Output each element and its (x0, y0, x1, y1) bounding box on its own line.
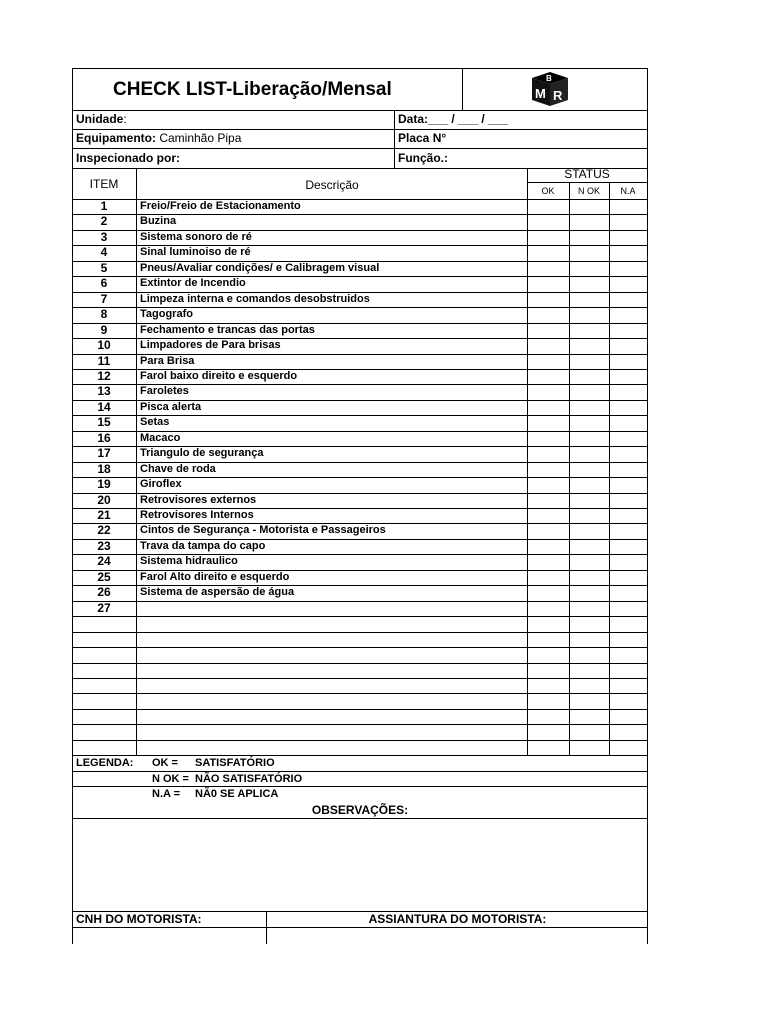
status-cell-nok[interactable] (570, 293, 609, 306)
table-row (72, 276, 648, 291)
status-cell-nok[interactable] (570, 447, 609, 460)
item-description: Trava da tampa do capo (140, 539, 266, 552)
nok-col-line (569, 182, 570, 755)
status-cell-ok[interactable] (528, 370, 569, 383)
table-row (72, 307, 648, 322)
item-description: Faroletes (140, 385, 189, 398)
legend-desc-nok: NÃO SATISFATÓRIO (195, 773, 303, 785)
item-number: 1 (100, 199, 108, 213)
table-row (72, 354, 648, 369)
status-cell-nok[interactable] (570, 741, 609, 754)
status-cell-ok[interactable] (528, 617, 569, 630)
status-cell-ok[interactable] (528, 432, 569, 445)
unidade-label: Unidade (76, 112, 124, 126)
table-row (72, 693, 648, 708)
status-cell-na[interactable] (610, 524, 647, 537)
status-cell-na[interactable] (610, 200, 647, 213)
status-cell-nok[interactable] (570, 339, 609, 352)
status-cell-nok[interactable] (570, 231, 609, 244)
table-row (72, 245, 648, 260)
data-field[interactable]: Data:___ / ___ / ___ (398, 112, 509, 126)
legend-code-ok: OK = (152, 757, 178, 769)
table-row (72, 477, 648, 492)
status-cell-na[interactable] (610, 463, 647, 476)
rule (72, 110, 648, 111)
status-cell-ok[interactable] (528, 447, 569, 460)
item-number: 20 (97, 492, 111, 507)
item-number: 6 (100, 276, 108, 291)
item-description: Setas (140, 416, 170, 429)
status-cell-ok[interactable] (528, 725, 569, 738)
assinatura-label: ASSIANTURA DO MOTORISTA: (368, 912, 547, 926)
item-number: 25 (97, 569, 111, 584)
cnh-field[interactable] (73, 928, 265, 943)
item-description: Farol Alto direito e esquerdo (140, 570, 290, 583)
status-cell-ok[interactable] (528, 246, 569, 259)
status-cell-ok[interactable] (528, 509, 569, 522)
table-row (72, 462, 648, 477)
svg-text:M: M (535, 86, 546, 101)
table-row (72, 415, 648, 430)
status-cell-na[interactable] (610, 741, 647, 754)
status-cell-ok[interactable] (528, 679, 569, 692)
status-cell-ok[interactable] (528, 293, 569, 306)
status-cell-na[interactable] (610, 447, 647, 460)
status-cell-ok[interactable] (528, 308, 569, 321)
status-cell-ok[interactable] (528, 555, 569, 568)
item-number: 8 (100, 307, 108, 322)
status-cell-na[interactable] (610, 231, 647, 244)
status-cell-nok[interactable] (570, 246, 609, 259)
status-cell-nok[interactable] (570, 385, 609, 398)
table-row (72, 616, 648, 631)
status-cell-ok[interactable] (528, 524, 569, 537)
item-number: 22 (97, 523, 111, 538)
item-description: Extintor de Incendio (140, 277, 246, 290)
status-cell-nok[interactable] (570, 277, 609, 290)
status-cell-ok[interactable] (528, 231, 569, 244)
item-description: Triangulo de segurança (140, 447, 264, 460)
status-cell-ok[interactable] (528, 586, 569, 599)
status-cell-nok[interactable] (570, 694, 609, 707)
table-row (72, 678, 648, 693)
status-cell-na[interactable] (610, 432, 647, 445)
status-col-nok: N OK (577, 186, 600, 196)
descricao-header: Descrição (305, 178, 359, 192)
unidade-field (76, 113, 127, 125)
equipamento-value[interactable]: Caminhão Pipa (156, 131, 242, 145)
item-description: Retrovisores externos (140, 493, 257, 506)
item-description: Sinal luminoiso de ré (140, 246, 251, 259)
status-cell-ok[interactable] (528, 664, 569, 677)
legend-desc-na: NÃ0 SE APLICA (195, 788, 279, 800)
status-cell-ok[interactable] (528, 633, 569, 646)
table-row (72, 709, 648, 724)
item-number: 2 (100, 214, 108, 229)
status-cell-na[interactable] (610, 555, 647, 568)
rule (72, 129, 648, 130)
table-row (72, 493, 648, 508)
legend-label: LEGENDA: (76, 757, 134, 769)
status-cell-nok[interactable] (570, 200, 609, 213)
item-description: Limpeza interna e comandos desobstruidos (140, 292, 370, 305)
status-cell-nok[interactable] (570, 524, 609, 537)
status-cell-na[interactable] (610, 679, 647, 692)
status-cell-ok[interactable] (528, 200, 569, 213)
item-number: 21 (97, 508, 111, 522)
status-cell-nok[interactable] (570, 262, 609, 275)
status-cell-ok[interactable] (528, 602, 569, 615)
status-cell-ok[interactable] (528, 262, 569, 275)
status-cell-nok[interactable] (570, 494, 609, 507)
item-description: Retrovisores Internos (140, 509, 254, 521)
item-description: Cintos de Segurança - Motorista e Passageiros (140, 524, 386, 537)
item-number: 26 (97, 585, 111, 600)
status-cell-nok[interactable] (570, 679, 609, 692)
item-description: Para Brisa (140, 354, 195, 367)
item-number: 18 (97, 461, 111, 476)
svg-text:B: B (546, 74, 552, 83)
item-number: 14 (97, 399, 111, 414)
status-cell-na[interactable] (610, 694, 647, 707)
status-cell-na[interactable] (610, 277, 647, 290)
item-description: Freio/Freio de Estacionamento (140, 200, 301, 212)
observacoes-area[interactable] (73, 819, 647, 910)
rule (72, 148, 648, 149)
table-row (72, 261, 648, 276)
status-cell-ok[interactable] (528, 385, 569, 398)
status-cell-ok[interactable] (528, 648, 569, 661)
status-cell-nok[interactable] (570, 215, 609, 228)
table-row (72, 601, 648, 616)
status-cell-na[interactable] (610, 494, 647, 507)
unidade-sep: : (123, 112, 127, 126)
status-cell-na[interactable] (610, 586, 647, 599)
status-cell-na[interactable] (610, 339, 647, 352)
item-number: 9 (100, 322, 108, 337)
status-cell-nok[interactable] (570, 478, 609, 491)
status-cell-na[interactable] (610, 664, 647, 677)
table-row (72, 740, 648, 755)
checklist-sheet (72, 68, 648, 944)
table-row (72, 508, 648, 523)
item-description: Fechamento e trancas das portas (140, 323, 315, 336)
status-cell-nok[interactable] (570, 648, 609, 661)
item-number: 23 (97, 538, 111, 553)
status-cell-nok[interactable] (570, 355, 609, 368)
status-cell-ok[interactable] (528, 416, 569, 429)
item-description: Pneus/Avaliar condições/ e Calibragem visual (140, 261, 380, 274)
status-cell-na[interactable] (610, 385, 647, 398)
table-row (72, 539, 648, 554)
cnh-label: CNH DO MOTORISTA: (76, 912, 202, 926)
status-cell-na[interactable] (610, 633, 647, 646)
status-cell-ok[interactable] (528, 710, 569, 723)
status-cell-na[interactable] (610, 308, 647, 321)
status-cell-nok[interactable] (570, 401, 609, 414)
status-cell-ok[interactable] (528, 355, 569, 368)
status-cell-nok[interactable] (570, 432, 609, 445)
item-number: 17 (97, 446, 111, 461)
page-title: CHECK LIST-Liberação/Mensal (113, 79, 392, 100)
item-number: 24 (97, 554, 111, 569)
status-cell-ok[interactable] (528, 494, 569, 507)
item-description: Sistema sonoro de ré (140, 230, 252, 243)
table-row (72, 369, 648, 384)
status-cell-nok[interactable] (570, 710, 609, 723)
status-cell-nok[interactable] (570, 416, 609, 429)
item-number: 16 (97, 430, 111, 445)
assinatura-field[interactable] (267, 928, 646, 943)
status-col-line (527, 168, 528, 755)
status-cell-na[interactable] (610, 215, 647, 228)
rule (72, 786, 648, 787)
status-cell-na[interactable] (610, 617, 647, 630)
table-row (72, 323, 648, 338)
item-description: Limpadores de Para brisas (140, 339, 281, 351)
status-cell-nok[interactable] (570, 540, 609, 553)
status-cell-na[interactable] (610, 293, 647, 306)
item-number: 5 (100, 260, 108, 275)
table-row (72, 523, 648, 538)
status-cell-na[interactable] (610, 710, 647, 723)
status-cell-na[interactable] (610, 416, 647, 429)
legend-desc-ok: SATISFATÓRIO (195, 757, 275, 769)
item-number: 12 (97, 368, 111, 383)
status-cell-ok[interactable] (528, 463, 569, 476)
status-cell-nok[interactable] (570, 633, 609, 646)
status-cell-nok[interactable] (570, 463, 609, 476)
status-cell-nok[interactable] (570, 555, 609, 568)
status-cell-na[interactable] (610, 602, 647, 615)
status-cell-na[interactable] (610, 370, 647, 383)
table-row (72, 230, 648, 245)
inspecionado-field[interactable]: Inspecionado por: (76, 151, 181, 165)
item-number: 19 (97, 477, 111, 492)
status-cell-na[interactable] (610, 355, 647, 368)
legend-code-na: N.A = (152, 788, 181, 800)
status-cell-nok[interactable] (570, 664, 609, 677)
status-cell-na[interactable] (610, 401, 647, 414)
item-description: Sistema de aspersão de água (140, 586, 295, 599)
na-col-line (609, 182, 610, 755)
table-row (72, 292, 648, 307)
status-cell-na[interactable] (610, 246, 647, 259)
item-number: 13 (97, 384, 111, 399)
status-cell-nok[interactable] (570, 602, 609, 615)
status-cell-na[interactable] (610, 324, 647, 337)
status-cell-ok[interactable] (528, 215, 569, 228)
table-row (72, 384, 648, 399)
status-cell-nok[interactable] (570, 571, 609, 584)
table-row (72, 724, 648, 739)
title-divider (462, 68, 463, 110)
item-number: 27 (97, 600, 111, 615)
item-number: 4 (100, 245, 108, 260)
equipamento-label: Equipamento: (76, 131, 156, 145)
equipamento-field (76, 132, 241, 144)
table-row (72, 199, 648, 214)
status-cell-na[interactable] (610, 648, 647, 661)
legend-code-nok: N OK = (152, 773, 189, 785)
status-cell-na[interactable] (610, 540, 647, 553)
status-cell-ok[interactable] (528, 694, 569, 707)
status-cell-ok[interactable] (528, 741, 569, 754)
item-description: Chave de roda (140, 462, 216, 475)
status-cell-ok[interactable] (528, 324, 569, 337)
table-row (72, 554, 648, 569)
item-description: Giroflex (140, 478, 182, 491)
table-row (72, 585, 648, 600)
item-description: Sistema hidraulico (140, 555, 238, 568)
item-description: Tagografo (140, 308, 193, 321)
status-cell-na[interactable] (610, 571, 647, 584)
table-row (72, 663, 648, 678)
table-row (72, 214, 648, 229)
status-cell-ok[interactable] (528, 401, 569, 414)
status-cell-ok[interactable] (528, 478, 569, 491)
table-row (72, 647, 648, 662)
status-cell-na[interactable] (610, 262, 647, 275)
status-cell-nok[interactable] (570, 617, 609, 630)
status-cell-na[interactable] (610, 725, 647, 738)
company-logo (528, 70, 578, 108)
status-cell-ok[interactable] (528, 571, 569, 584)
status-cell-ok[interactable] (528, 339, 569, 352)
item-description: Farol baixo direito e esquerdo (140, 369, 298, 382)
status-cell-nok[interactable] (570, 324, 609, 337)
table-row (72, 632, 648, 647)
status-cell-nok[interactable] (570, 509, 609, 522)
table-row (72, 400, 648, 415)
item-description: Macaco (140, 431, 181, 444)
item-header: ITEM (89, 177, 119, 191)
table-row (72, 338, 648, 353)
placa-field[interactable]: Placa N° (398, 131, 447, 145)
item-description: Pisca alerta (140, 400, 202, 413)
item-number: 15 (97, 415, 111, 430)
table-row (72, 446, 648, 461)
fields-divider (394, 110, 395, 168)
item-description: Buzina (140, 215, 177, 228)
status-cell-na[interactable] (610, 509, 647, 522)
item-number: 11 (97, 353, 111, 368)
funcao-field[interactable]: Função.: (398, 151, 448, 165)
status-cell-nok[interactable] (570, 308, 609, 321)
rule (527, 182, 648, 183)
item-number: 10 (97, 338, 111, 352)
status-cell-nok[interactable] (570, 586, 609, 599)
status-cell-na[interactable] (610, 478, 647, 491)
rule (72, 771, 648, 772)
status-col-ok: OK (541, 186, 555, 196)
status-cell-nok[interactable] (570, 725, 609, 738)
table-row (72, 570, 648, 585)
status-header: STATUS (564, 167, 610, 181)
item-col-line (136, 168, 137, 755)
item-number: 3 (100, 229, 108, 244)
observacoes-label: OBSERVAÇÕES: (311, 803, 409, 817)
status-cell-nok[interactable] (570, 370, 609, 383)
status-cell-ok[interactable] (528, 540, 569, 553)
border-top (72, 68, 648, 69)
svg-text:R: R (553, 88, 563, 103)
table-row (72, 431, 648, 446)
status-col-na: N.A (620, 186, 636, 196)
item-number: 7 (100, 291, 108, 306)
status-cell-ok[interactable] (528, 277, 569, 290)
